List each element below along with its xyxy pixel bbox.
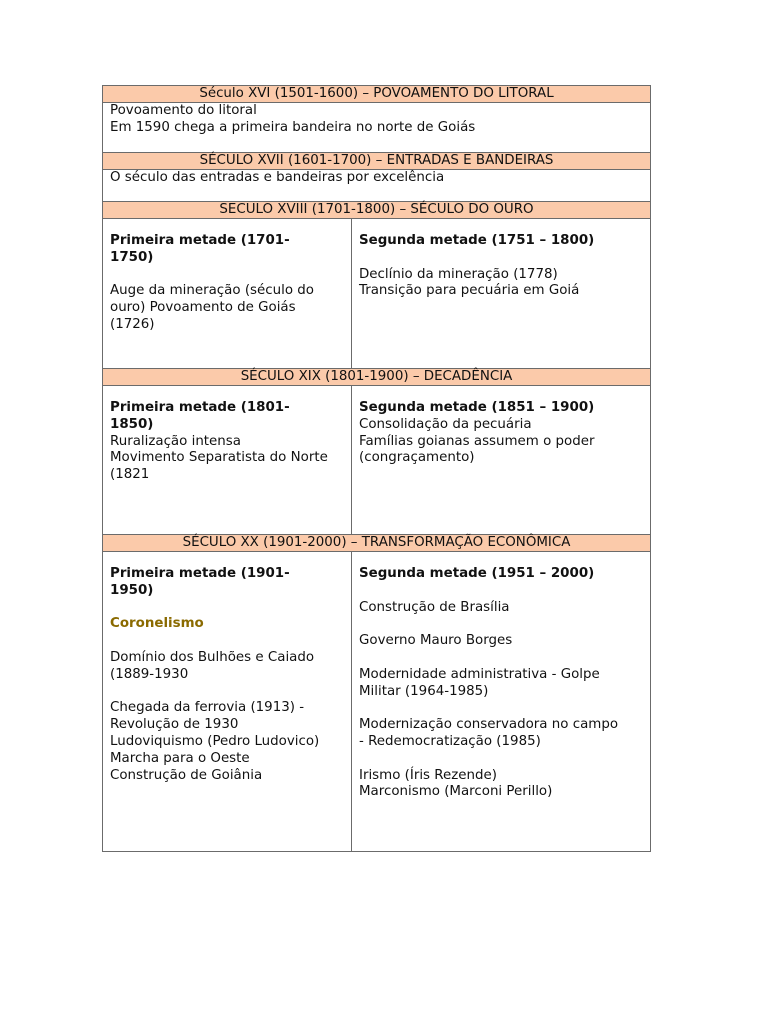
text-line: - Redemocratização (1985) — [359, 733, 541, 749]
text-line: Marcha para o Oeste — [110, 750, 250, 766]
col-title: Primeira metade (1701- — [110, 233, 290, 248]
col-title: Segunda metade (1751 – 1800) — [359, 233, 595, 248]
text-line: Domínio dos Bulhões e Caiado — [110, 649, 315, 665]
coronelismo-heading: Coronelismo — [110, 616, 204, 632]
text-line: Transição para pecuária em Goiá — [359, 283, 580, 299]
section-header-17: SÉCULO XVII (1601-1700) – ENTRADAS E BANDEIRAS — [103, 152, 650, 170]
text-line: Marconismo (Marconi Perillo) — [359, 784, 553, 800]
section-body-16 — [103, 103, 650, 152]
section-header-16: Século XVI (1501-1600) – POVOAMENTO DO LITORAL — [103, 86, 650, 103]
text-line: Irismo (Íris Rezende) — [359, 767, 497, 783]
col-title: 1750) — [110, 249, 154, 265]
text-line: Construção de Goiânia — [110, 767, 263, 783]
col-second-half-20 — [352, 552, 650, 851]
text-line: Em 1590 chega a primeira bandeira no norte de Goiás — [110, 119, 476, 135]
col-first-half-19 — [103, 386, 352, 535]
text-line: O século das entradas e bandeiras por excelência — [110, 170, 445, 185]
text-line: Povoamento do litoral — [110, 103, 257, 118]
col-title: Segunda metade (1851 – 1900) — [359, 400, 595, 415]
col-title: 1950) — [110, 582, 154, 598]
col-title: Segunda metade (1951 – 2000) — [359, 566, 595, 581]
history-table — [102, 85, 651, 852]
text-line: Modernidade administrativa - Golpe — [359, 666, 600, 682]
section-header-19: SÉCULO XIX (1801-1900) – DECADÊNCIA — [103, 368, 650, 386]
col-first-half-18 — [103, 219, 352, 368]
col-title: Primeira metade (1901- — [110, 566, 290, 581]
section-body-18 — [103, 219, 650, 368]
text-line: Ludoviquismo (Pedro Ludovico) — [110, 733, 320, 749]
text-line: Consolidação da pecuária — [359, 416, 532, 432]
col-second-half-18 — [352, 219, 650, 368]
col-first-half-20 — [103, 552, 352, 851]
text-line: (congraçamento) — [359, 450, 475, 466]
text-line: Ruralização intensa — [110, 433, 241, 449]
text-line: Revolução de 1930 — [110, 717, 239, 733]
section-body-17 — [103, 170, 650, 202]
text-line: Governo Mauro Borges — [359, 633, 513, 649]
text-line: (1726) — [110, 316, 155, 332]
text-line: Declínio da mineração (1778) — [359, 266, 558, 282]
section-header-18: SECULO XVIII (1701-1800) – SÉCULO DO OURO — [103, 201, 650, 219]
section-header-20: SÉCULO XX (1901-2000) – TRANSFORMAÇÃO ECONÔMICA — [103, 534, 650, 552]
text-line: ouro) Povoamento de Goiás — [110, 300, 296, 316]
text-line: Militar (1964-1985) — [359, 683, 489, 699]
text-line: Construção de Brasília — [359, 599, 510, 615]
text-line: (1821 — [110, 467, 150, 483]
text-line: Auge da mineração (século do — [110, 283, 314, 299]
text-line: Chegada da ferrovia (1913) - — [110, 700, 305, 716]
section-body-19 — [103, 386, 650, 535]
text-line: Famílias goianas assumem o poder — [359, 433, 595, 449]
text-line: Movimento Separatista do Norte — [110, 450, 328, 466]
section-body-20 — [103, 552, 650, 851]
col-title: 1850) — [110, 416, 154, 432]
col-title: Primeira metade (1801- — [110, 400, 290, 415]
text-line: Modernização conservadora no campo — [359, 717, 619, 733]
text-line: (1889-1930 — [110, 666, 189, 682]
col-second-half-19 — [352, 386, 650, 535]
